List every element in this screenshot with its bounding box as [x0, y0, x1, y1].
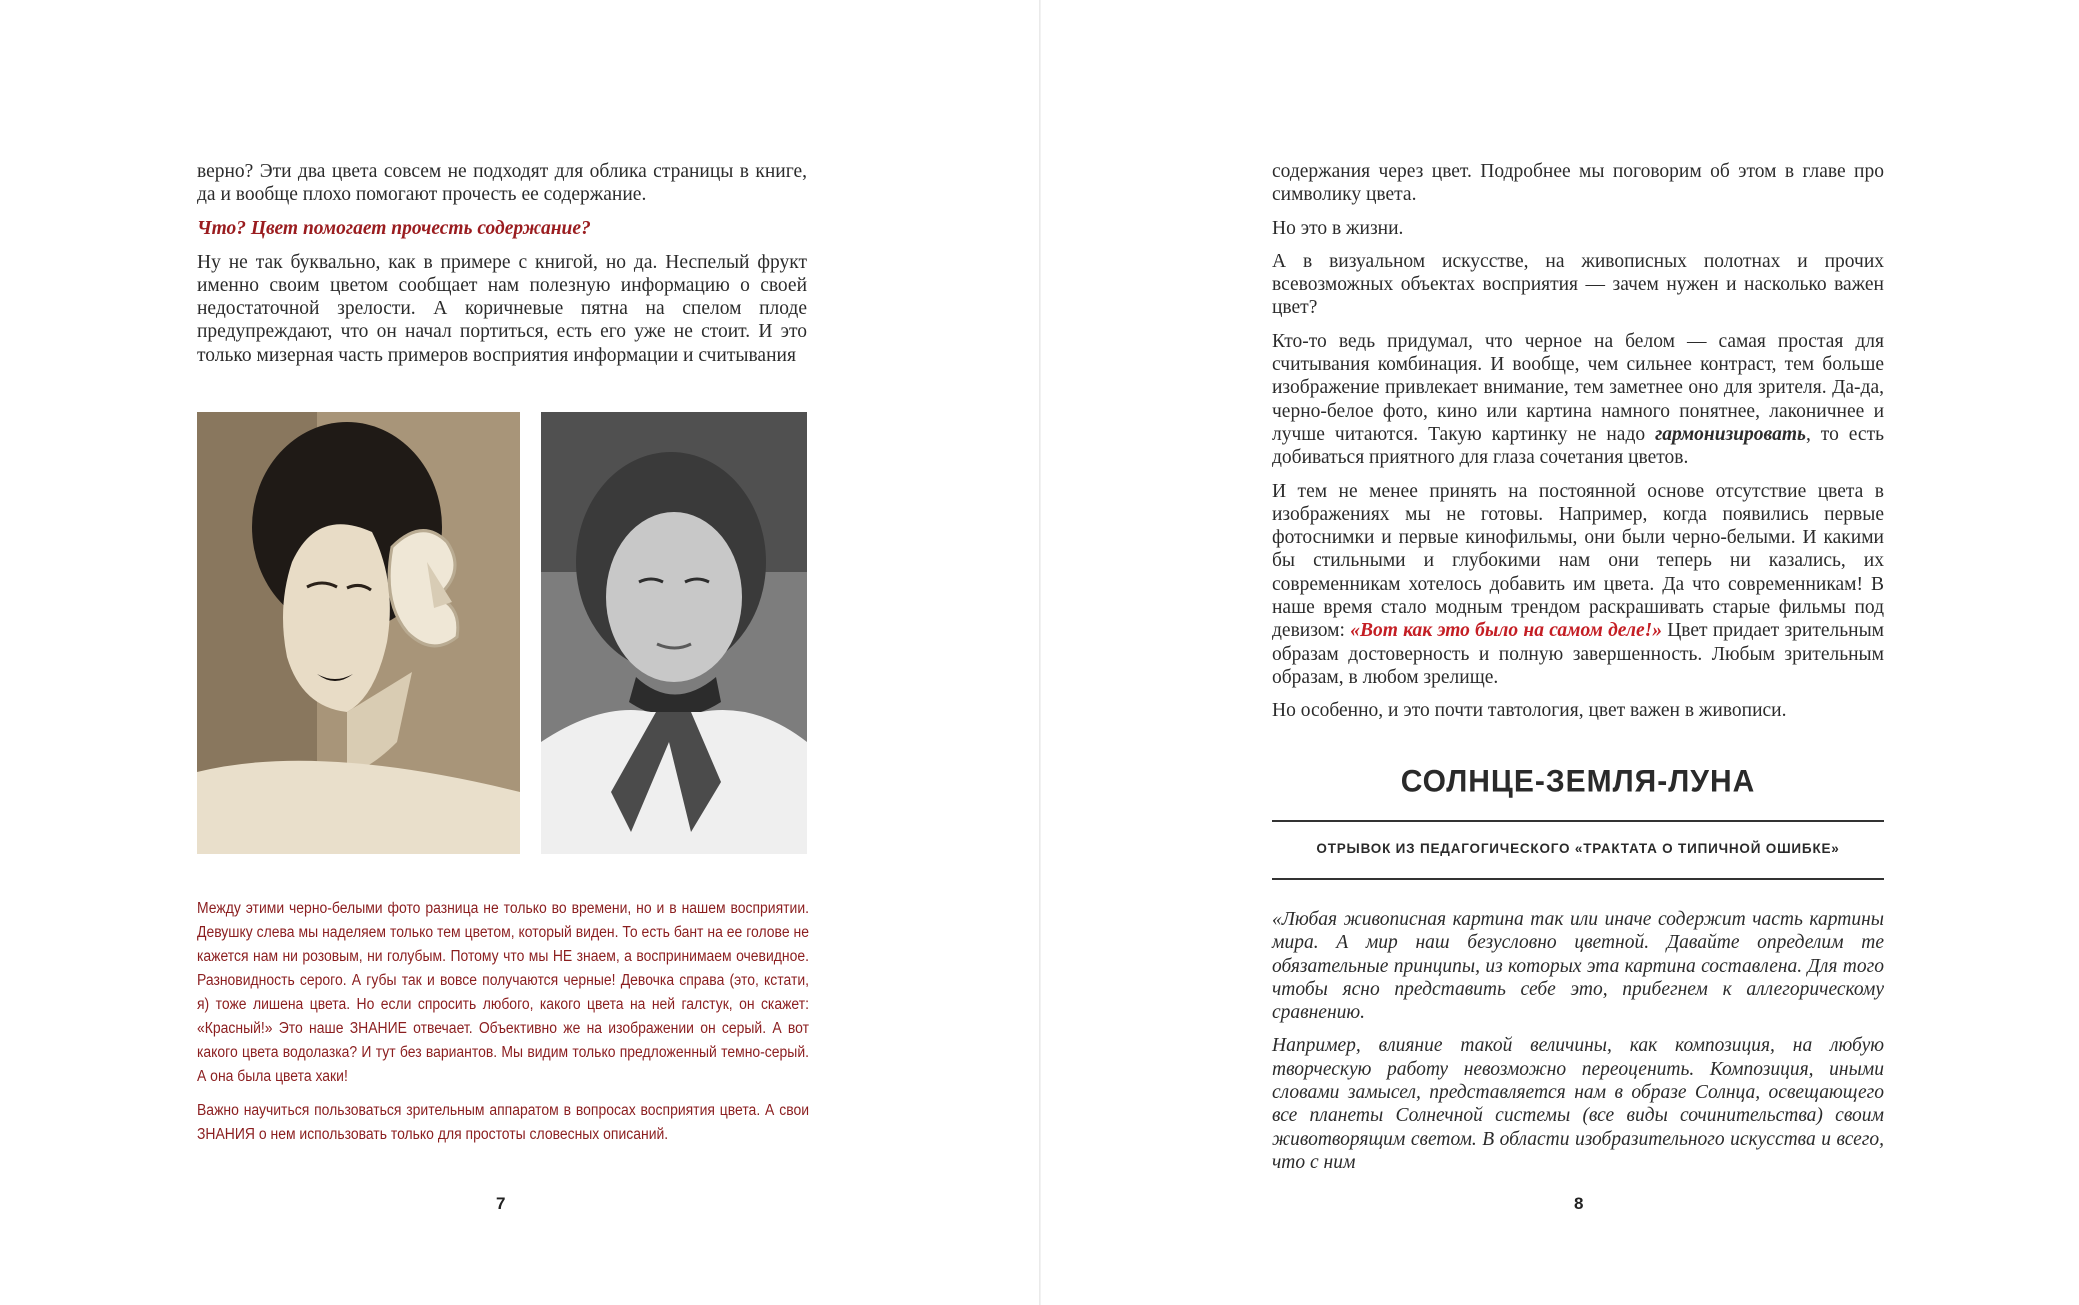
caption-paragraph-2: Важно научиться пользоваться зрительным аппаратом в вопросах восприятия цвета. А свои ЗНАНИЯ о нем использовать только для простоты словесных описаний. — [197, 1102, 809, 1143]
rule-bottom — [1272, 878, 1884, 880]
left-paragraph-1: верно? Эти два цвета совсем не подходят для облика страницы в книге, да и вообще плохо помогают прочесть ее содержание. — [197, 161, 807, 206]
treatise-quote — [1272, 908, 1884, 1184]
photo-girl-portrait — [541, 412, 807, 854]
section-subtitle: ОТРЫВОК ИЗ ПЕДАГОГИЧЕСКОГО «ТРАКТАТА О ТИПИЧНОЙ ОШИБКЕ» — [1316, 841, 1840, 856]
left-paragraph-2: Ну не так буквально, как в примере с книгой, но да. Неспелый фрукт именно своим цветом сообщает нам полезную информацию о своей недостаточной зрелости. А коричневые пятна на спелом плоде предупреждают, что он начал портиться, есть его уже не стоит. И это только мизерная часть примеров восприятия информации и считывания — [197, 251, 807, 366]
page-number-right: 8 — [1574, 1194, 1584, 1213]
right-paragraph-1: содержания через цвет. Подробнее мы поговорим об этом в главе про символику цвета. — [1272, 161, 1884, 206]
emphasis-harmonize: гармонизировать — [1655, 423, 1806, 445]
page-number-left: 7 — [496, 1194, 506, 1213]
right-paragraph-6: Но особенно, и это почти тавтология, цвет важен в живописи. — [1272, 700, 1787, 722]
right-paragraph-4: Кто-то ведь придумал, что черное на белом — самая простая для считывания комбинация. И вообще, чем сильнее контраст, тем больше изображение привлекает внимание, тем заметнее оно для зрителя. Да-да, черно-белое фото, кино или картина намного понятнее, лаконичнее и лучше читаются. Такую картинку не надо гармонизировать, то есть добиваться приятного для глаза сочетания цветов. — [1272, 330, 1884, 469]
photo-woman-portrait — [197, 412, 520, 854]
quote-paragraph-1: «Любая живописная картина так или иначе содержит часть картины мира. А мир наш безусловно цветной. Давайте определим те обязательные принципы, из которых эта картина составлена. Для того чтобы ясно представить себе это, прибегнем к аллегорическому сравнению. — [1272, 909, 1884, 1024]
caption-paragraph-1: Между этими черно-белыми фото разница не только во времени, но и в нашем восприятии. Девушку слева мы наделяем только тем цветом, который виден. То есть бант на ее голове не кажется нам ни розовым, ни голубым. Потому что мы НЕ знаем, а воспринимаем очевидное. Разновидность серого. А губы так и вовсе получаются черные! Девочка справа (это, кстати, я) тоже лишена цвета. Но если спросить любого, какого цвета на ней галстук, он скажет: «Красный!» Это наше ЗНАНИЕ отвечает. Объективно же на изображении он серый. А вот какого цвета водолазка? И тут без вариантов. Мы видим только предложенный темно-серый. А она была цвета хаки! — [197, 900, 809, 1085]
left-text-top — [197, 160, 807, 377]
photo-caption — [197, 897, 877, 1157]
right-paragraph-3: А в визуальном искусстве, на живописных полотнах и прочих всевозможных объектах восприятия — зачем нужен и насколько важен цвет? — [1272, 250, 1884, 319]
right-paragraph-2: Но это в жизни. — [1272, 217, 1404, 239]
motto-highlight: «Вот как это было на самом деле!» — [1350, 620, 1662, 642]
section-title: СОЛНЦЕ-ЗЕМЛЯ-ЛУНА — [1400, 764, 1756, 799]
quote-paragraph-2: Например, влияние такой величины, как композиция, на любую творческую работу невозможно переоценить. Композиция, иными словами замысел, представляется нам в образе Солнца, освещающего все планеты Солнечной системы (все виды сочинительства) своим животворящим светом. В области изобразительного искусства и всего, что с ним — [1272, 1035, 1884, 1173]
question-heading: Что? Цвет помогает прочесть содержание? — [197, 217, 591, 239]
right-text-top — [1272, 160, 1884, 733]
right-paragraph-5: И тем не менее принять на постоянной основе отсутствие цвета в изображениях мы не готовы. Например, когда появились первые фотоснимки и первые кинофильмы, они были черно-белыми. И какими бы стильными и глубокими нам они теперь ни казались, их современникам хотелось добавить им цвета. Да что современникам! В наше время стало модным трендом раскрашивать старые фильмы под девизом: «Вот как это было на самом деле!» Цвет придает зрительным образам достоверность и полную завершенность. Любым зрительным образам, в любом зрелище. — [1272, 480, 1885, 688]
rule-top — [1272, 820, 1884, 822]
